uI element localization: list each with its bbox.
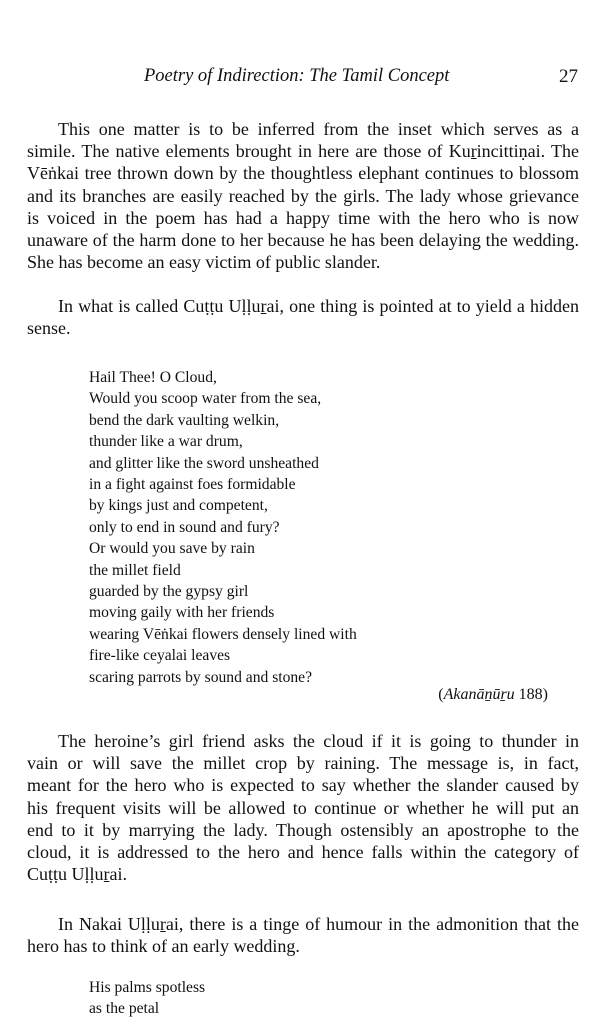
- poem-line: thunder like a war drum,: [89, 433, 243, 451]
- paragraph-line: cloud, it is addressed to the hero and hence falls within the category of: [27, 842, 579, 863]
- paragraph-line: is voiced in the poem has had a happy time with the hero who is now: [27, 207, 579, 228]
- poem-line: Hail Thee! O Cloud,: [89, 369, 217, 386]
- running-header: [144, 66, 578, 92]
- poem-line: as the petal: [89, 1000, 160, 1018]
- citation-number: 188): [514, 686, 548, 703]
- paragraph-line: and its branches are easily reached by the girls. The lady whose grievance: [27, 185, 579, 206]
- paragraph-3: [27, 730, 579, 885]
- poem-line: only to end in sound and fury?: [89, 518, 280, 536]
- paragraph-line: This one matter is to be inferred from the inset which serves as a: [58, 119, 579, 139]
- poem-line: fire-like ceyalai leaves: [89, 647, 231, 665]
- poem-line: the millet field: [89, 561, 181, 579]
- paragraph-line: meant for the hero who is expected to say whether the slander caused by: [27, 775, 579, 796]
- paragraph-line: sense.: [27, 318, 71, 339]
- paragraph-line: Vēṅkai tree thrown down by the thoughtless elephant continues to blossom: [27, 163, 579, 184]
- poem-palms: [89, 977, 205, 1020]
- poem-line: in a fight against foes formidable: [89, 476, 296, 494]
- paragraph-line: In what is called Cuṭṭu Uḷḷuṟai, one thing is pointed at to yield a hidden: [58, 296, 579, 316]
- page-number: 27: [559, 66, 578, 87]
- paragraph-line: The heroine’s girl friend asks the cloud if it is going to thunder in: [58, 731, 579, 751]
- paragraph-2: [27, 295, 579, 339]
- poem-line: wearing Vēṅkai flowers densely lined with: [89, 625, 357, 643]
- paragraph-line: Cuṭṭu Uḷḷuṟai.: [27, 864, 127, 885]
- poem-line: Would you scoop water from the sea,: [89, 390, 322, 408]
- citation: [438, 686, 548, 704]
- paragraph-4: [27, 913, 579, 957]
- paragraph-line: vain or will save the millet crop by raining. The message is, in fact,: [27, 753, 579, 774]
- paragraph-line: his frequent visits will be allowed to continue or whether he will put an: [27, 797, 579, 818]
- paragraph-1: [27, 118, 579, 273]
- poem-line: guarded by the gypsy girl: [89, 583, 249, 601]
- poem-line: Or would you save by rain: [89, 540, 255, 558]
- poem-line: scaring parrots by sound and stone?: [89, 668, 313, 686]
- paragraph-line: In Nakai Uḷḷuṟai, there is a tinge of humour in the admonition that the: [58, 914, 579, 934]
- paragraph-line: end to it by marrying the lady. Though ostensibly an apostrophe to the: [27, 819, 579, 840]
- paragraph-line: simile. The native elements brought in here are those of Kuṟincittiṇai. The: [27, 141, 579, 162]
- poem-line: bend the dark vaulting welkin,: [89, 411, 280, 429]
- citation-open: (: [438, 686, 444, 703]
- poem-line: and glitter like the sword unsheathed: [89, 454, 319, 472]
- paragraph-line: unaware of the harm done to her because he has been delaying the wedding.: [27, 230, 579, 251]
- running-title: Poetry of Indirection: The Tamil Concept: [144, 66, 450, 86]
- paragraph-line: hero has to think of an early wedding.: [27, 936, 300, 957]
- paragraph-line: She has become an easy victim of public slander.: [27, 252, 381, 273]
- poem-cloud: [89, 367, 357, 688]
- poem-line: by kings just and competent,: [89, 497, 268, 515]
- poem-line: moving gaily with her friends: [89, 604, 275, 622]
- poem-line: His palms spotless: [89, 979, 206, 996]
- citation-work: Akanāṉūṟu: [443, 686, 515, 703]
